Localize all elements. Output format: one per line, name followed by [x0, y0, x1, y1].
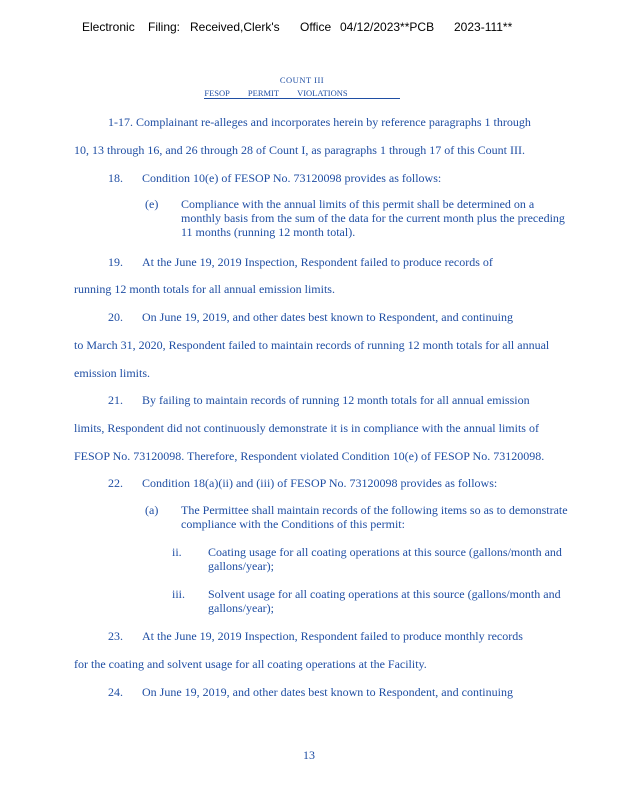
paragraph-1-17-line1: 1-17. Complainant re-alleges and incorporates herein by reference paragraphs 1 through — [108, 115, 531, 129]
paragraph-21 — [108, 393, 618, 407]
paragraph-21-line2: limits, Respondent did not continuously demonstrate it is in compliance with the annual limits of — [74, 421, 539, 435]
subtitle-violations: VIOLATIONS — [297, 88, 348, 98]
count-subtitle — [204, 88, 399, 99]
paragraph-text: On June 19, 2019, and other dates best known to Respondent, and continuing — [142, 685, 513, 699]
paragraph-23-line2: for the coating and solvent usage for all coating operations at the Facility. — [74, 657, 427, 671]
header-filing: Filing: — [148, 20, 181, 34]
paragraph-number: 21. — [108, 393, 123, 407]
item-label: ii. — [172, 545, 182, 559]
paragraph-number: 20. — [108, 310, 123, 324]
paragraph-number: 22. — [108, 476, 123, 490]
paragraph-20-line2: to March 31, 2020, Respondent failed to maintain records of running 12 month totals for all annual — [74, 338, 550, 352]
paragraph-text: Condition 10(e) of FESOP No. 73120098 provides as follows: — [142, 171, 442, 185]
paragraph-text: At the June 19, 2019 Inspection, Respondent failed to produce monthly records — [142, 629, 523, 643]
page-number: 13 — [303, 748, 315, 762]
paragraph-number: 19. — [108, 255, 123, 269]
item-label: iii. — [172, 587, 186, 601]
item-label: (e) — [145, 197, 159, 211]
paragraph-text: On June 19, 2019, and other dates best known to Respondent, and continuing — [142, 310, 513, 324]
paragraph-20 — [108, 310, 618, 324]
subtitle-permit: PERMIT — [247, 88, 280, 98]
paragraph-20-line3: emission limits. — [74, 366, 151, 380]
paragraph-number: 23. — [108, 629, 123, 643]
item-text: Solvent usage for all coating operations at this source (gallons/month and gallons/year); — [208, 587, 561, 615]
item-text: Compliance with the annual limits of this permit shall be determined on a monthly basis from the sum of the data for the current month plus the preceding 11 months (running 12 month total). — [181, 197, 565, 239]
count-heading — [0, 75, 618, 100]
header-electronic: Electronic — [82, 20, 135, 34]
paragraph-number: 24. — [108, 685, 123, 699]
paragraph-text: At the June 19, 2019 Inspection, Respondent failed to produce records of — [142, 255, 493, 269]
paragraph-23 — [108, 629, 618, 643]
item-text: The Permittee shall maintain records of the following items so as to demonstrate compliance with the Conditions of this permit: — [181, 503, 568, 531]
item-label: (a) — [145, 503, 159, 517]
paragraph-19 — [108, 255, 618, 269]
paragraph-21-line3: FESOP No. 73120098. Therefore, Respondent violated Condition 10(e) of FESOP No. 73120098. — [74, 449, 545, 463]
header-case-number: 2023-111** — [454, 20, 513, 34]
paragraph-18 — [108, 171, 618, 185]
header-office: Office — [300, 20, 332, 34]
paragraph-1-17-line2: 10, 13 through 16, and 26 through 28 of Count I, as paragraphs 1 through 17 of this Count III. — [74, 143, 525, 157]
paragraph-text: By failing to maintain records of running 12 month totals for all annual emission — [142, 393, 530, 407]
paragraph-number: 18. — [108, 171, 123, 185]
item-text: Coating usage for all coating operations at this source (gallons/month and gallons/year); — [208, 545, 562, 573]
count-title: COUNT III — [279, 75, 325, 85]
paragraph-text: Condition 18(a)(ii) and (iii) of FESOP No. 73120098 provides as follows: — [142, 476, 498, 490]
paragraph-24 — [108, 685, 618, 699]
subtitle-fesop: FESOP — [204, 88, 230, 98]
paragraph-19-line2: running 12 month totals for all annual emission limits. — [74, 282, 335, 296]
header-date-code: 04/12/2023**PCB — [340, 20, 435, 34]
paragraph-22 — [108, 476, 618, 490]
header-received: Received,Clerk's — [190, 20, 280, 34]
